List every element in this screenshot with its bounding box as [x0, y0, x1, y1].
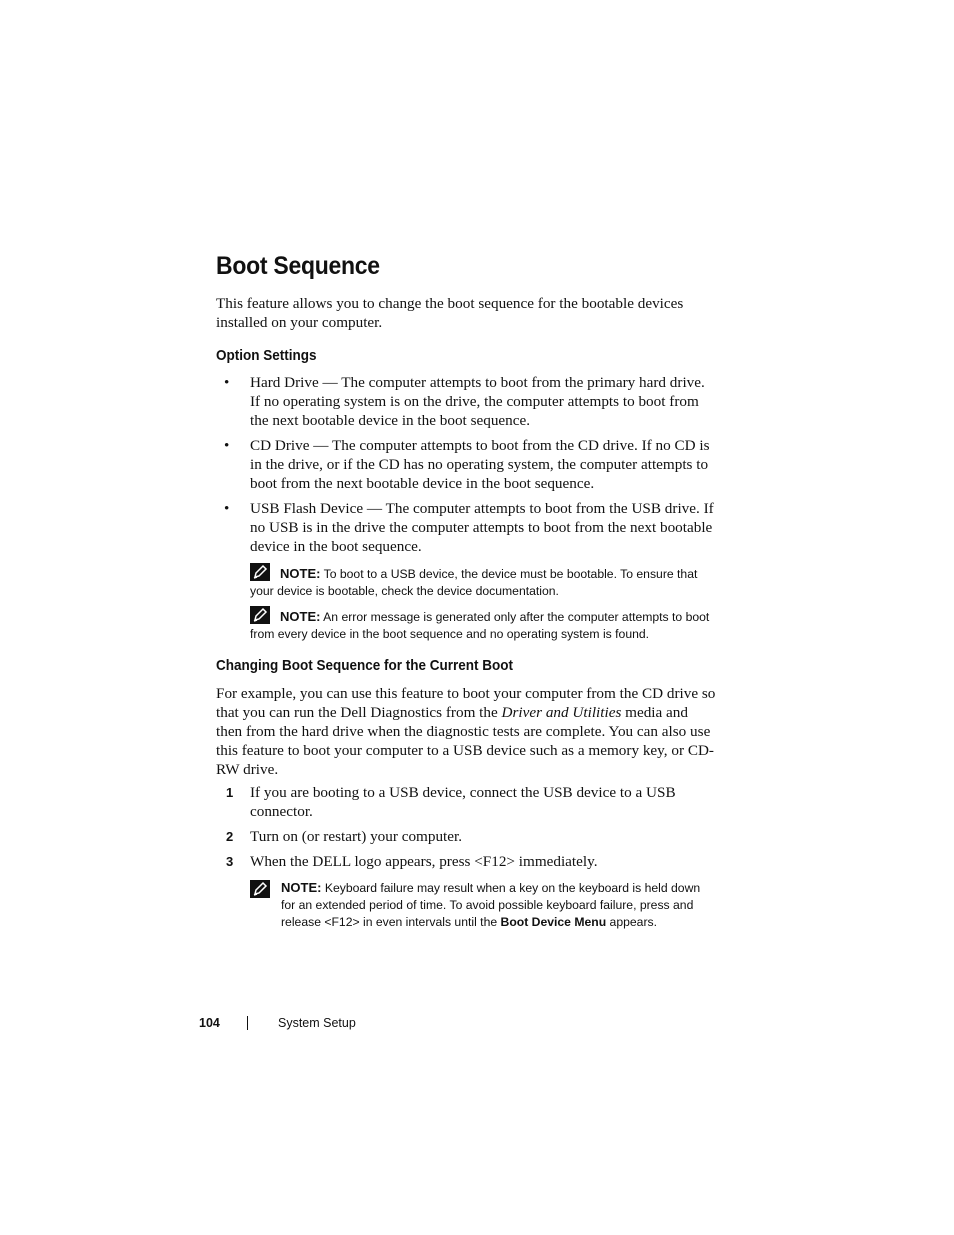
step-number: 3: [226, 854, 234, 869]
option-description: The computer attempts to boot from the USB drive. If no USB is in the drive the computer attempts to boot from the next bootable device in the boot sequence.: [250, 500, 714, 555]
step-item: [216, 852, 716, 871]
note-label: NOTE:: [280, 566, 321, 581]
note-pencil-icon: [250, 606, 270, 624]
option-term: USB Flash Device —: [250, 500, 383, 517]
note-label: NOTE:: [281, 880, 322, 895]
list-item: [216, 373, 716, 430]
option-term: Hard Drive —: [250, 374, 338, 391]
step-item: [216, 827, 716, 846]
step-item: [216, 783, 716, 821]
option-term: CD Drive —: [250, 437, 329, 454]
page-title: Boot Sequence: [216, 252, 380, 280]
step-text: When the DELL logo appears, press <F12> immediately.: [250, 853, 598, 870]
intro-paragraph: This feature allows you to change the boot sequence for the bootable devices installed on your computer.: [216, 295, 684, 331]
note-error-message: [250, 606, 716, 643]
option-description: The computer attempts to boot from the primary hard drive. If no operating system is on the drive, the computer attempts to boot from the next bootable device in the boot sequence.: [250, 374, 705, 429]
note-text: To boot to a USB device, the device must be bootable. To ensure that your device is bootable, check the device documentation.: [250, 567, 698, 598]
footer-divider: [247, 1016, 248, 1030]
bullet: •: [224, 437, 230, 454]
para-italic-title: Driver and Utilities: [501, 704, 622, 721]
step-text: Turn on (or restart) your computer.: [250, 828, 463, 845]
para-text: media and then from the hard drive when the diagnostic tests are complete. You can also use this feature to boot your computer to a USB device such as a memory key, or CD-RW drive.: [216, 704, 714, 778]
option-settings-heading: Option Settings: [216, 347, 317, 364]
note-usb: [250, 563, 716, 600]
footer-section-title: System Setup: [278, 1016, 356, 1030]
note-label: NOTE:: [280, 609, 321, 624]
note-pencil-icon: [250, 880, 270, 898]
changing-boot-heading: Changing Boot Sequence for the Current Boot: [216, 657, 513, 674]
para-text: For example, you can use this feature to boot your computer from the CD drive so that you can run the Dell Diagnostics from the: [216, 685, 716, 721]
bullet: •: [224, 374, 230, 391]
step-number: 1: [226, 785, 234, 800]
option-description: The computer attempts to boot from the CD drive. If no CD is in the drive, or if the CD has no operating system, the computer attempts to boot from the next bootable device in the boot sequence.: [250, 437, 710, 492]
note-text: appears.: [606, 915, 657, 929]
bullet: •: [224, 500, 230, 517]
note-text: Keyboard failure may result when a key on the keyboard is held down for an extended period of time. To avoid possible keyboard failure, press and release <F12> in even intervals until the: [281, 881, 701, 929]
list-item: [216, 499, 716, 556]
steps-list: [216, 783, 716, 877]
step-number: 2: [226, 829, 234, 844]
note-keyboard: [250, 879, 716, 931]
boot-device-menu-term: Boot Device Menu: [500, 915, 607, 929]
list-item: [216, 436, 716, 493]
changing-paragraph: [216, 684, 716, 779]
page-number: 104: [199, 1016, 220, 1030]
option-list: [216, 373, 716, 562]
step-text: If you are booting to a USB device, connect the USB device to a USB connector.: [250, 784, 676, 820]
note-text: An error message is generated only after the computer attempts to boot from every device in the boot sequence and no operating system is found.: [250, 610, 710, 641]
note-pencil-icon: [250, 563, 270, 581]
